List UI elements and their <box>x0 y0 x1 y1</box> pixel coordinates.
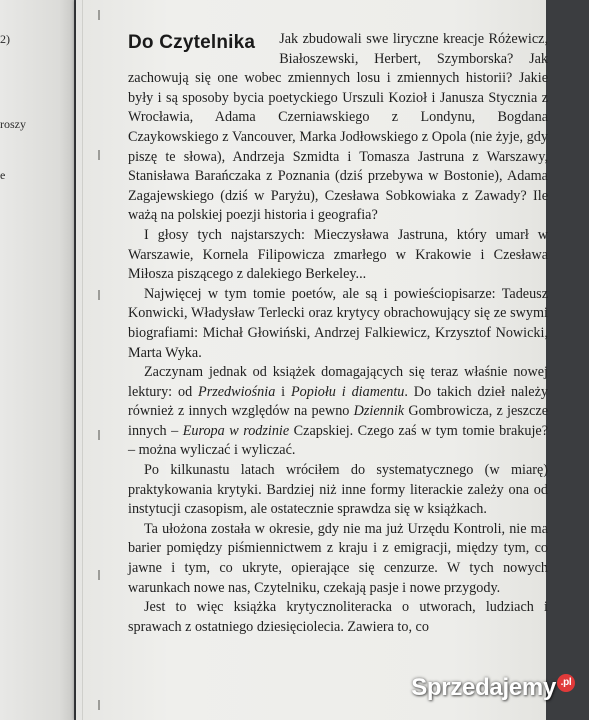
paragraph-text: Zaczynam jednak od książek domagających się teraz właśnie nowej lektury: od <box>128 364 548 400</box>
book-title: Przedwiośnia <box>198 383 276 400</box>
paragraph: Najwięcej w tym tomie poetów, ale są i powieściopisarze: Tadeusz Konwicki, Władysław Terlecki oraz krytycy obrachowujący się ze swymi biografiami: Michał Głowiński, Andrzej Falkiewicz, Krzysztof Nowicki, Marta Wyka. <box>128 285 548 361</box>
left-page-text: e <box>0 168 6 182</box>
binding-stitch <box>98 430 100 440</box>
paragraph: I głosy tych najstarszych: Mieczysława Jastruna, który umarł w Warszawie, Kornela Filipowicza zmarłego w Krakowie i Czesława Miłosza piszącego z dalekiego Berkeley... <box>128 226 548 283</box>
chapter-heading: Do Czytelnika <box>128 32 256 53</box>
binding-stitch <box>98 290 100 300</box>
binding-stitch <box>98 570 100 580</box>
left-page-text: 2) <box>0 32 10 46</box>
page-gutter <box>82 0 83 720</box>
book-title: Popiołu i diamentu <box>290 383 405 400</box>
watermark-text: Sprzedajemy <box>411 674 556 701</box>
paragraph: Jest to więc książka krytycznoliteracka o utworach, ludziach i sprawach z ostatniego dziesięciolecia. Zawiera to, co <box>128 599 548 635</box>
paragraph: Po kilkunastu latach wróciłem do systematycznego (w miarę) praktykowania krytyki. Bardziej niż inne formy literackie zależy ona od instytucji czasopism, ale ostatecznie sprawdza się w książkach. <box>128 462 548 518</box>
paragraph-text: i <box>275 383 291 400</box>
paragraph: Ta ułożona została w okresie, gdy nie ma już Urzędu Kontroli, nie ma barier pomiędzy piśmiennictwem z kraju i z emigracji, między tym, co jawne i tym, co ukryte, opierające się cenzurze. W tych nowych warunkach nowe nas, Czytelniku, czekają pasje i nowe przygody. <box>128 520 548 596</box>
binding-stitch <box>98 700 100 710</box>
book-title: Europa w rodzinie <box>182 422 290 439</box>
paragraph-text: . Do takich dzieł należy również z innych względów na pewno <box>128 383 548 420</box>
previous-page-fragment <box>0 0 74 720</box>
book-page <box>76 0 546 720</box>
book-title: Dziennik <box>353 403 405 420</box>
paragraph <box>128 363 548 461</box>
paragraph-text: Gombrowicza, z jeszcze innych – <box>128 403 548 439</box>
site-watermark-logo <box>411 674 575 702</box>
watermark-suffix: .pl <box>557 674 575 692</box>
paragraph-text: Czapskiej. Czego zaś w tym tomie brakuje? – można wyliczać i wyliczać. <box>128 422 548 459</box>
left-page-text: roszy <box>0 117 26 131</box>
page-body-text <box>128 30 548 637</box>
binding-stitch <box>98 150 100 160</box>
paragraph: Jak zbudowali swe liryczne kreacje Różewicz, Białoszewski, Herbert, Szymborska? Jak zachowują się one wobec zmiennych losu i zmiennych historii? Jakie były i są sposoby bycia poetyckiego Urszuli Kozioł i Janusza Stycznia z Wrocławia, Adama Czerniawskiego z Londynu, Bogdana Czaykowskiego z Vancouver, Marka Jodłowskiego z Opola (nie żyje, gdy piszę te słowa), Andrzeja Szmidta i Tomasza Jastruna z Warszawy, Stanisława Barańczaka z Poznania (dziś przebywa w Bostonie), Adama Zagajewskiego (dziś w Paryżu), Czesława Sobkowiaka z Zawady? Ile ważą na polskiej poezji historia i geografia? <box>128 31 548 224</box>
binding-stitch <box>98 10 100 20</box>
